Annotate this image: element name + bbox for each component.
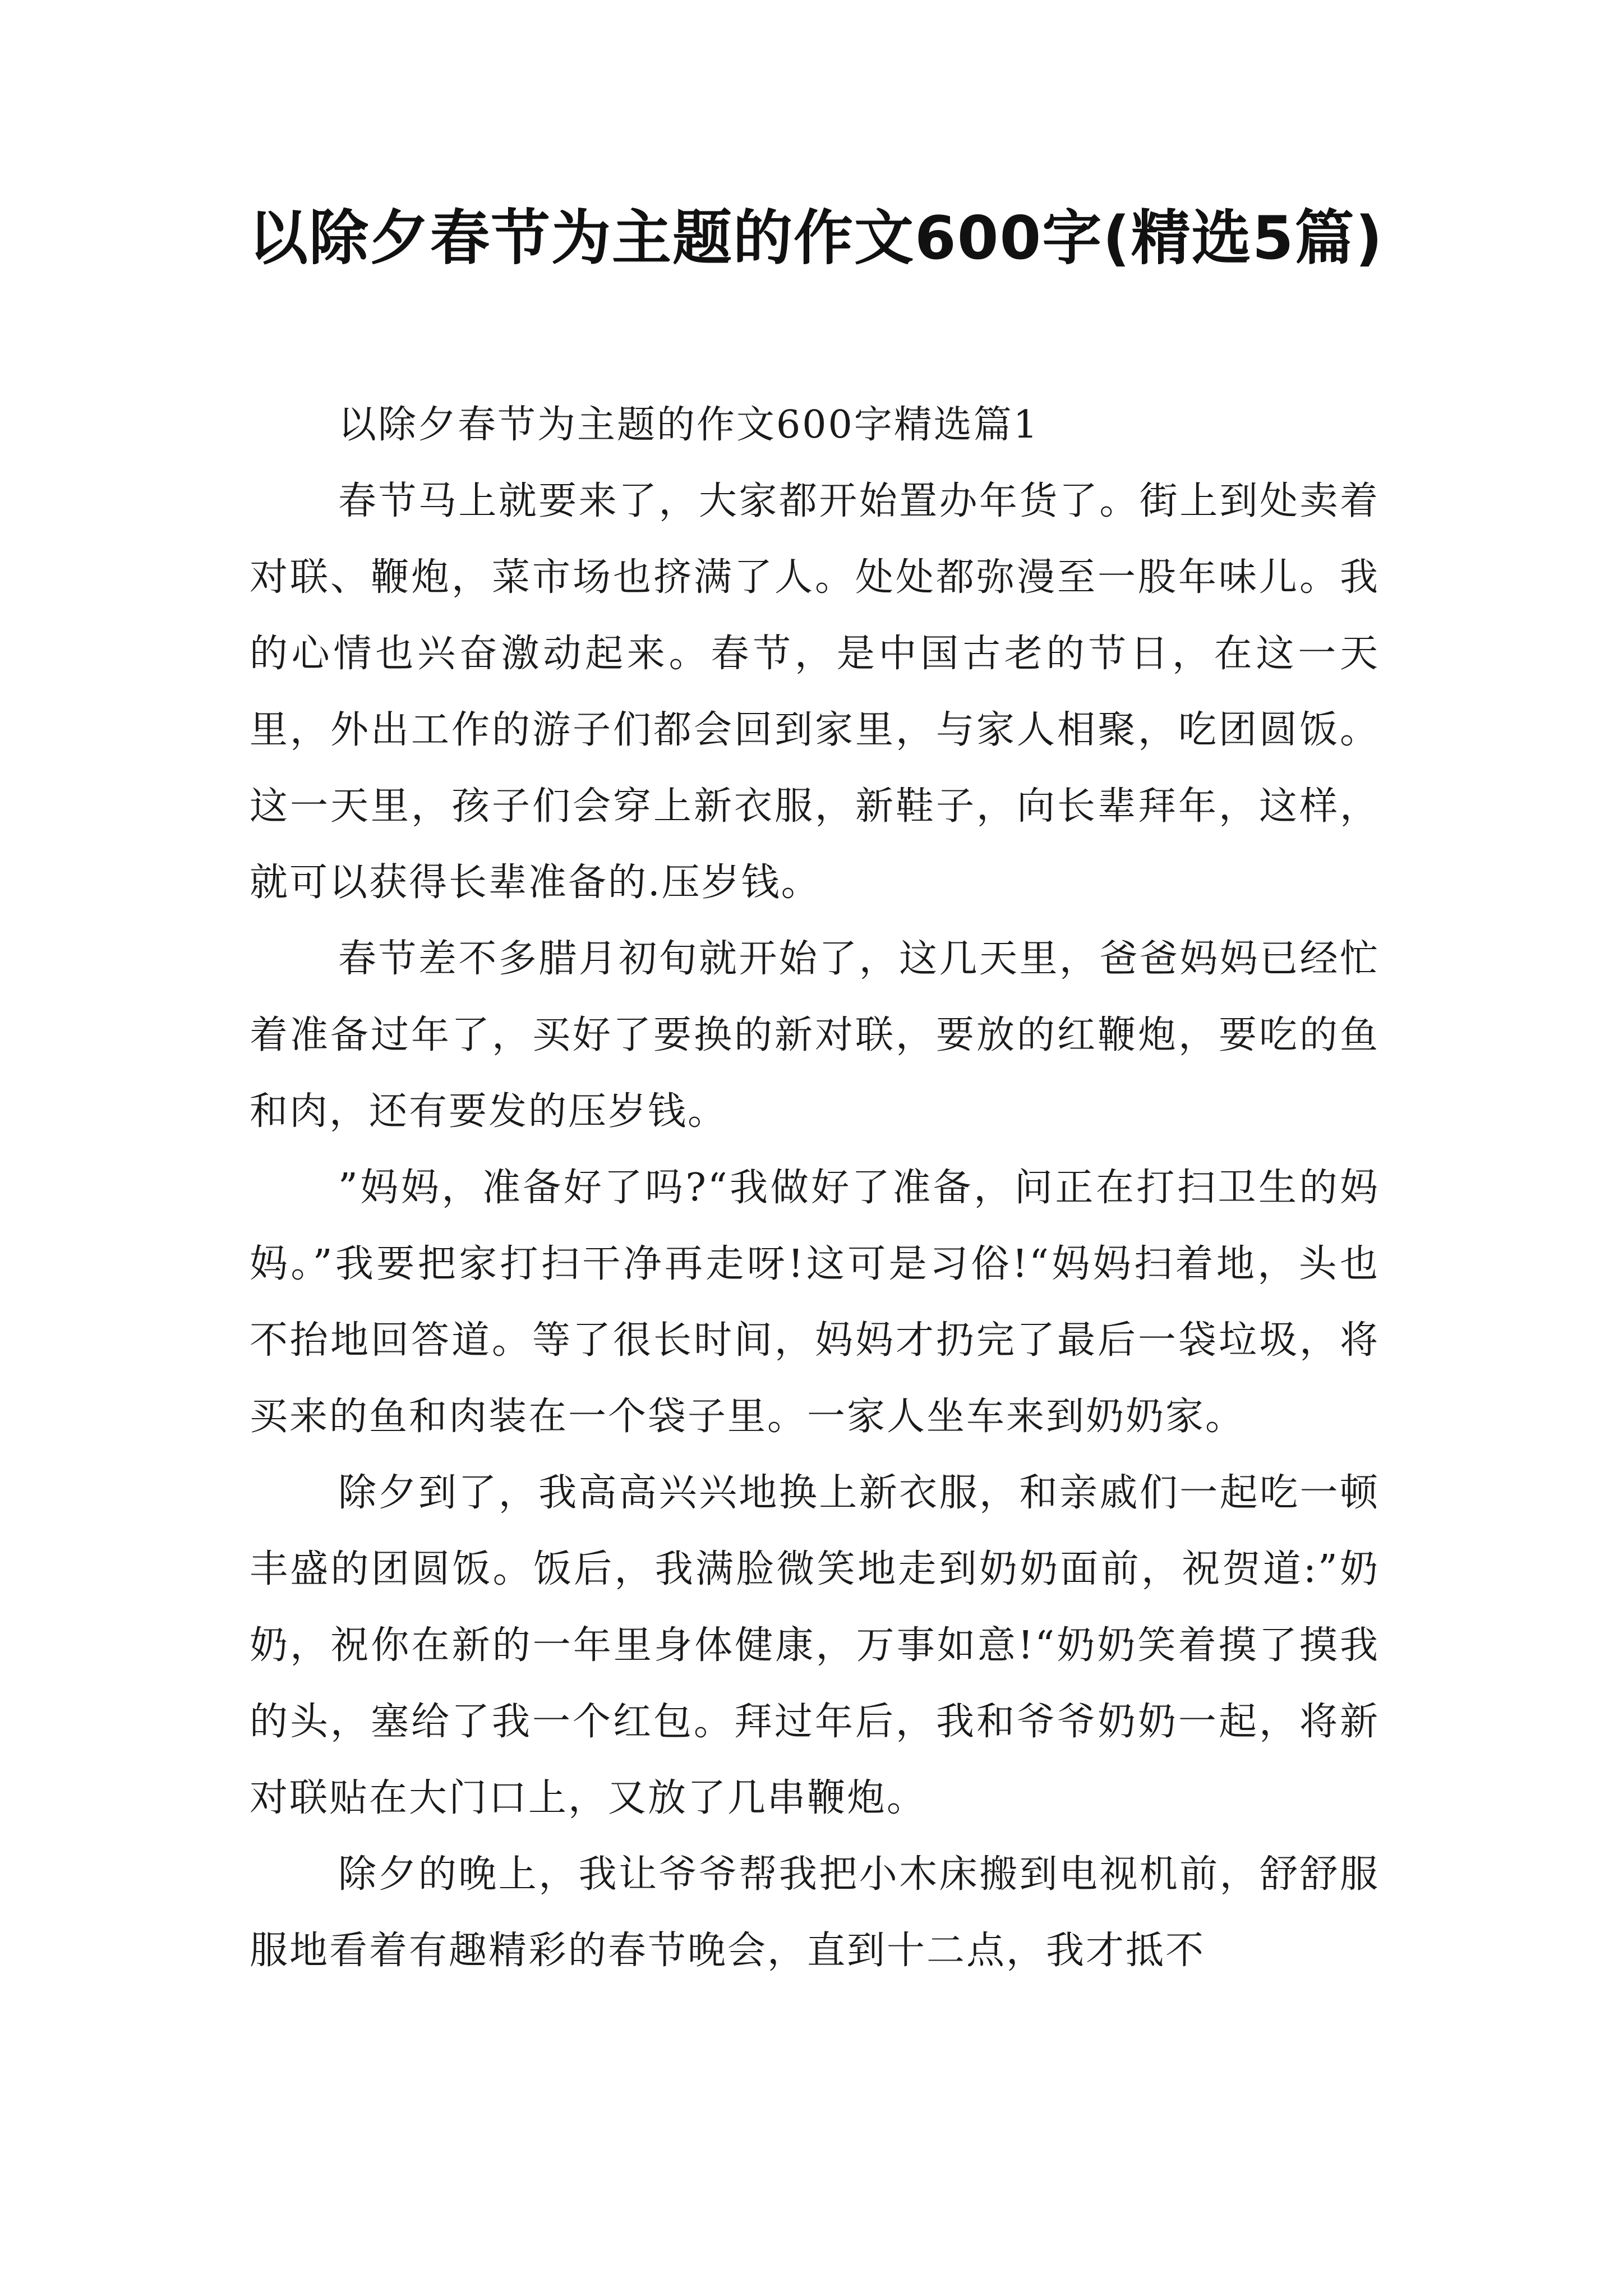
paragraph: 春节差不多腊月初旬就开始了，这几天里，爸爸妈妈已经忙着准备过年了，买好了要换的新对联，要放的红鞭炮，要吃的鱼和肉，还有要发的压岁钱。 (250, 937, 1380, 1134)
document-body (250, 387, 1380, 1989)
paragraph: 除夕到了，我高高兴兴地换上新衣服，和亲戚们一起吃一顿丰盛的团圆饭。饭后，我满脸微笑地走到奶奶面前，祝贺道:”奶奶，祝你在新的一年里身体健康，万事如意!“奶奶笑着摸了摸我的头，塞给了我一个红包。拜过年后，我和爷爷奶奶一起，将新对联贴在大门口上，又放了几串鞭炮。 (250, 1471, 1380, 1820)
paragraph: 除夕的晚上，我让爷爷帮我把小木床搬到电视机前，舒舒服服地看着有趣精彩的春节晚会，直到十二点，我才抵不 (250, 1852, 1380, 1973)
paragraph: 春节马上就要来了，大家都开始置办年货了。街上到处卖着对联、鞭炮，菜市场也挤满了人。处处都弥漫至一股年味儿。我的心情也兴奋激动起来。春节，是中国古老的节日，在这一天里，外出工作的游子们都会回到家里，与家人相聚，吃团圆饭。这一天里，孩子们会穿上新衣服，新鞋子，向长辈拜年，这样，就可以获得长辈准备的.压岁钱。 (250, 479, 1380, 905)
paragraph: ”妈妈，准备好了吗?“我做好了准备，问正在打扫卫生的妈妈。”我要把家打扫干净再走呀!这可是习俗!“妈妈扫着地，头也不抬地回答道。等了很长时间，妈妈才扔完了最后一袋垃圾，将买来的鱼和肉装在一个袋子里。一家人坐车来到奶奶家。 (250, 1166, 1380, 1439)
document-title: 以除夕春节为主题的作文600字(精选5篇) (248, 204, 1384, 273)
section-heading: 以除夕春节为主题的作文600字精选篇1 (338, 403, 1040, 447)
